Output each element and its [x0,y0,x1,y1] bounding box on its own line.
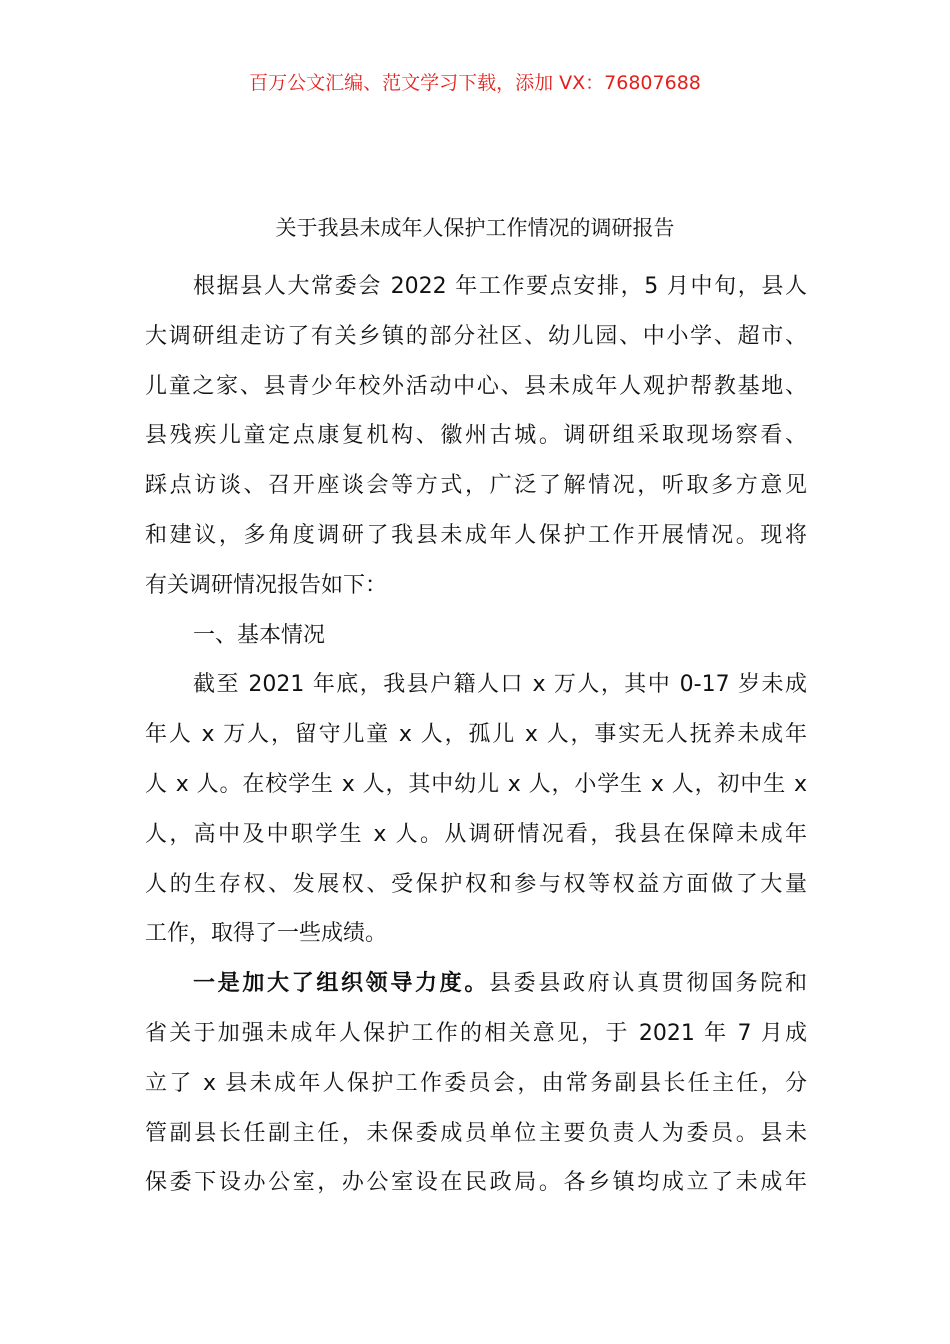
text-line: 儿童之家、县青少年校外活动中心、县未成年人观护帮教基地、 [145,373,807,399]
text-line: 保委下设办公室，办公室设在民政局。各乡镇均成立了未成年 [145,1170,807,1196]
paragraph-organization [145,965,807,1214]
section-heading-text: 一、基本情况 [193,622,326,648]
text-line: 有关调研情况报告如下： [145,572,388,598]
text-line: 大调研组走访了有关乡镇的部分社区、幼儿园、中小学、超市、 [145,323,807,349]
document-title: 关于我县未成年人保护工作情况的调研报告 [275,216,675,240]
text-line: 省关于加强未成年人保护工作的相关意见，于 2021 年 7 月成 [145,1020,807,1046]
bold-lead: 一是加大了组织领导力度。 [193,971,489,997]
text-line: 人，高中及中职学生 x 人。从调研情况看，我县在保障未成年 [145,821,807,847]
paragraph-basic-info [145,666,807,965]
text-line: 管副县长任副主任，未保委成员单位主要负责人为委员。县未 [145,1120,807,1146]
text-line [145,965,807,1015]
text-line: 截至 2021 年底，我县户籍人口 x 万人，其中 0-17 岁未成 [193,672,807,698]
text-line: 和建议，多角度调研了我县未成年人保护工作开展情况。现将 [145,522,807,548]
text-span: 县委县政府认真贯彻国务院和 [489,971,807,997]
text-line: 工作，取得了一些成绩。 [145,921,388,947]
paragraph-intro [145,268,807,617]
text-line: 踩点访谈、召开座谈会等方式，广泛了解情况，听取多方意见 [145,473,807,499]
document-body [145,268,807,1214]
text-line: 县残疾儿童定点康复机构、徽州古城。调研组采取现场察看、 [145,423,807,449]
section-heading [145,617,807,667]
text-line: 人 x 人。在校学生 x 人，其中幼儿 x 人，小学生 x 人，初中生 x [145,771,807,797]
text-line: 立了 x 县未成年人保护工作委员会，由常务副县长任主任，分 [145,1070,807,1096]
text-line: 根据县人大常委会 2022 年工作要点安排，5 月中旬，县人 [193,274,807,299]
watermark-header: 百万公文汇编、范文学习下载，添加 VX：76807688 [249,72,701,94]
text-line: 人的生存权、发展权、受保护权和参与权等权益方面做了大量 [145,871,807,897]
text-line: 年人 x 万人，留守儿童 x 人，孤儿 x 人，事实无人抚养未成年 [145,722,807,748]
